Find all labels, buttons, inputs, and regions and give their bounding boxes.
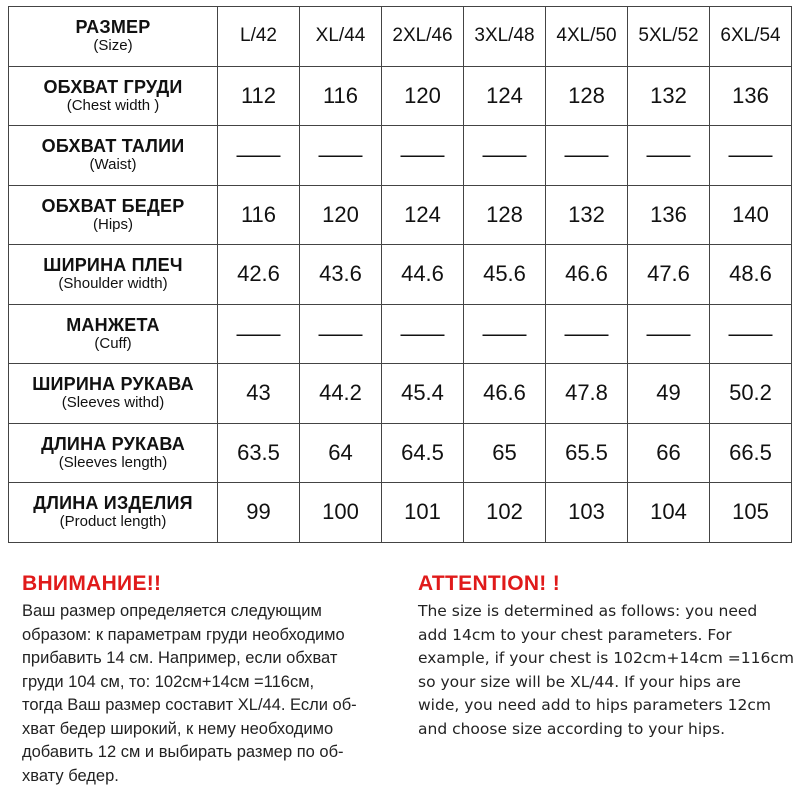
table-cell: 132 [628, 66, 710, 126]
row-label [9, 483, 218, 543]
size-column-header: L/42 [218, 7, 300, 67]
row-label [9, 364, 218, 424]
table-header-row [9, 7, 792, 67]
table-cell: 64 [300, 423, 382, 483]
table-cell: 140 [710, 185, 792, 245]
table-cell: —— [464, 126, 546, 186]
table-row [9, 423, 792, 483]
row-label-size [9, 7, 218, 67]
table-cell: 43.6 [300, 245, 382, 305]
row-label-en: (Shoulder width) [58, 275, 168, 293]
size-chart-body [9, 7, 792, 543]
table-cell: 45.6 [464, 245, 546, 305]
row-label-ru: ОБХВАТ БЕДЕР [41, 195, 185, 216]
table-cell: 136 [710, 66, 792, 126]
row-label-en: (Hips) [93, 215, 133, 233]
row-label [9, 423, 218, 483]
row-label-en: (Sleeves withd) [61, 394, 165, 412]
table-cell: 50.2 [710, 364, 792, 424]
row-label [9, 185, 218, 245]
table-cell: 46.6 [464, 364, 546, 424]
table-cell: 44.2 [300, 364, 382, 424]
row-label [9, 66, 218, 126]
table-cell: 63.5 [218, 423, 300, 483]
row-label-en: (Cuff) [94, 334, 132, 352]
size-column-header: XL/44 [300, 7, 382, 67]
table-cell: 64.5 [382, 423, 464, 483]
row-label-ru: ОБХВАТ ТАЛИИ [41, 136, 185, 157]
table-cell: 100 [300, 483, 382, 543]
table-cell: 99 [218, 483, 300, 543]
table-cell: 65.5 [546, 423, 628, 483]
row-label-en: (Product length) [59, 513, 167, 531]
size-column-header: 5XL/52 [628, 7, 710, 67]
table-cell: 48.6 [710, 245, 792, 305]
row-label-size-en: (Size) [93, 37, 133, 55]
table-cell: 47.6 [628, 245, 710, 305]
row-label-ru: ШИРИНА РУКАВА [32, 374, 194, 395]
table-cell: —— [546, 304, 628, 364]
table-cell: 101 [382, 483, 464, 543]
table-cell: 66 [628, 423, 710, 483]
table-cell: —— [382, 126, 464, 186]
table-cell: 65 [464, 423, 546, 483]
row-label-en: (Sleeves length) [58, 453, 168, 471]
row-label [9, 304, 218, 364]
notice-english-title: ATTENTION! ! [418, 572, 561, 595]
table-cell: —— [300, 304, 382, 364]
table-row [9, 126, 792, 186]
row-label [9, 245, 218, 305]
table-cell: —— [710, 126, 792, 186]
table-cell: 102 [464, 483, 546, 543]
table-cell: —— [628, 304, 710, 364]
size-column-header: 2XL/46 [382, 7, 464, 67]
notice-english-text: The size is determined as follows: you need add 14cm to your chest parameters. For example, if your chest is 102cm+14cm =116cm so your size will be XL/44. If your hips are wide, you need add to hips parameters 12cm and choose size according to your hips. [418, 602, 794, 738]
table-cell: —— [710, 304, 792, 364]
table-cell: 116 [218, 185, 300, 245]
table-cell: 128 [464, 185, 546, 245]
notice-english [418, 570, 798, 741]
size-column-header: 4XL/50 [546, 7, 628, 67]
table-cell: 120 [382, 66, 464, 126]
table-cell: 43 [218, 364, 300, 424]
table-cell: 42.6 [218, 245, 300, 305]
notice-russian-title: ВНИМАНИЕ!! [22, 572, 162, 595]
row-label-size-ru: РАЗМЕР [75, 17, 151, 38]
row-label-ru: ШИРИНА ПЛЕЧ [43, 255, 183, 276]
table-cell: 132 [546, 185, 628, 245]
row-label-ru: ОБХВАТ ГРУДИ [43, 76, 183, 97]
table-cell: —— [546, 126, 628, 186]
row-label-en: (Chest width ) [66, 96, 160, 114]
table-cell: 49 [628, 364, 710, 424]
row-label-ru: МАНЖЕТА [66, 314, 160, 335]
notice-russian-text: Ваш размер определяется следующим образом: к параметрам груди необходимо прибавить 14 см. Например, если обхват груди 104 см, то: 102см+14см =116см, тогда Ваш размер составит XL/44. Если об- хват бедер широкий, к нему необходимо добавить 12 см и выбирать размер по об- хвату бедер. [22, 602, 357, 785]
table-row [9, 304, 792, 364]
table-row [9, 364, 792, 424]
table-cell: 46.6 [546, 245, 628, 305]
table-cell: —— [464, 304, 546, 364]
table-cell: 116 [300, 66, 382, 126]
row-label-en: (Waist) [89, 156, 137, 174]
table-cell: —— [628, 126, 710, 186]
table-cell: 45.4 [382, 364, 464, 424]
table-row [9, 483, 792, 543]
table-cell: 47.8 [546, 364, 628, 424]
table-cell: 124 [464, 66, 546, 126]
notice-russian [22, 570, 407, 788]
size-chart-table [8, 6, 792, 543]
table-row [9, 66, 792, 126]
table-row [9, 185, 792, 245]
table-cell: 66.5 [710, 423, 792, 483]
table-cell: —— [382, 304, 464, 364]
table-cell: 120 [300, 185, 382, 245]
table-cell: 124 [382, 185, 464, 245]
table-cell: 112 [218, 66, 300, 126]
table-cell: 136 [628, 185, 710, 245]
size-column-header: 6XL/54 [710, 7, 792, 67]
table-cell: 104 [628, 483, 710, 543]
row-label [9, 126, 218, 186]
table-cell: 44.6 [382, 245, 464, 305]
row-label-ru: ДЛИНА РУКАВА [41, 433, 185, 454]
table-row [9, 245, 792, 305]
table-cell: 105 [710, 483, 792, 543]
table-cell: —— [218, 304, 300, 364]
row-label-ru: ДЛИНА ИЗДЕЛИЯ [33, 493, 193, 514]
table-cell: 103 [546, 483, 628, 543]
table-cell: 128 [546, 66, 628, 126]
table-cell: —— [300, 126, 382, 186]
table-cell: —— [218, 126, 300, 186]
size-column-header: 3XL/48 [464, 7, 546, 67]
